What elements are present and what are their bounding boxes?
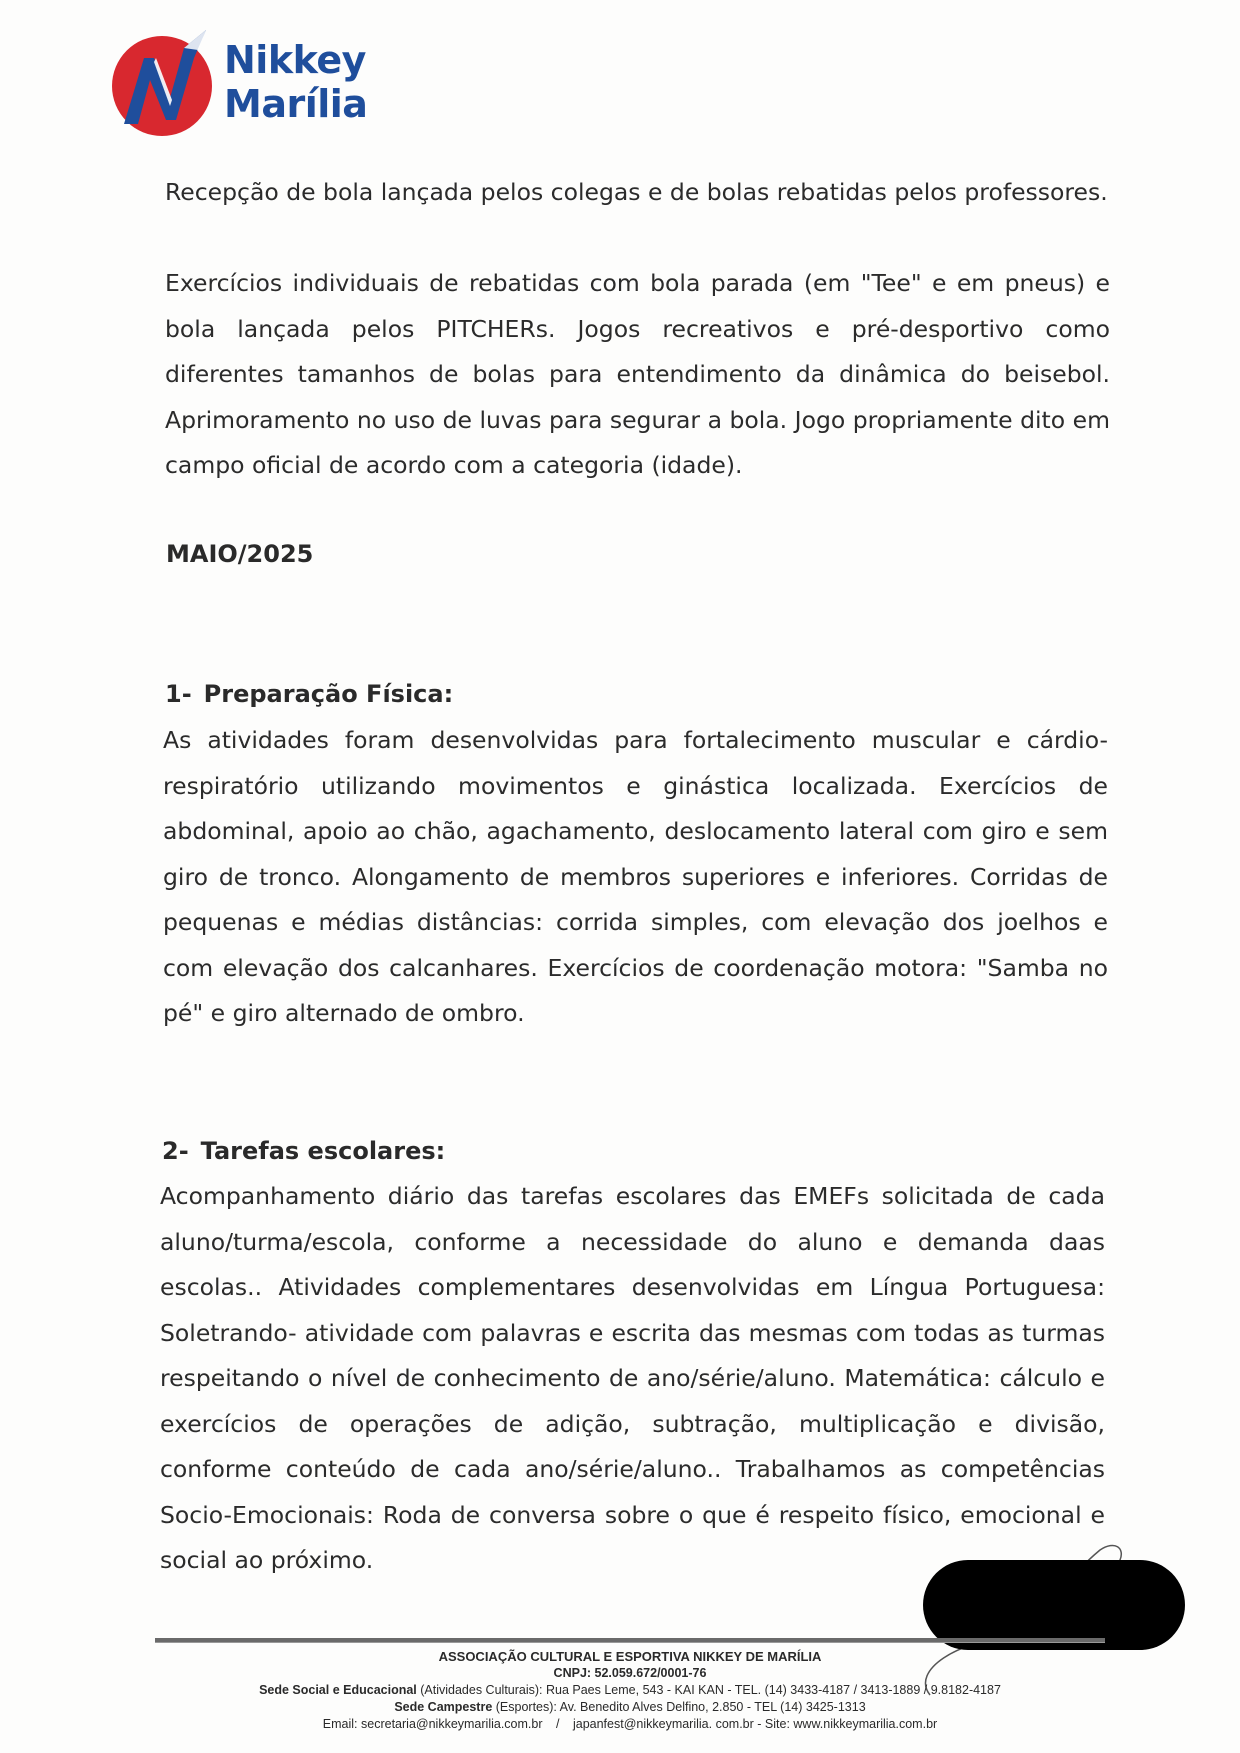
footer-organization: ASSOCIAÇÃO CULTURAL E ESPORTIVA NIKKEY DE MARÍLIA (438, 1649, 822, 1664)
month-heading: MAIO/2025 (166, 540, 314, 568)
footer-campestre-text: (Esportes): Av. Benedito Alves Delfino, 2.850 - TEL (14) 3425-1313 (495, 1700, 866, 1714)
footer-email-2[interactable]: japanfest@nikkeymarilia. com.br (572, 1717, 754, 1731)
section-1-body: As atividades foram desenvolvidas para fortalecimento muscular e cárdio-respiratório utilizando movimentos e ginástica localizada. Exercícios de abdominal, apoio ao chão, agachamento, deslocamento lateral com giro e sem giro de tronco. Alongamento de membros superiores e inferiores. Corridas de pequenas e médias distâncias: corrida simples, com elevação dos joelhos e com elevação dos calcanhares. Exercícios de coordenação motora: "Samba no pé" e giro alternado de ombro. (163, 726, 1108, 1027)
footer (150, 1648, 1110, 1733)
section-1-number: 1- (165, 680, 192, 708)
footer-site-link[interactable]: www.nikkeymarilia.com.br (793, 1717, 938, 1731)
footer-divider (155, 1638, 1105, 1643)
section-1-heading (165, 680, 453, 708)
footer-site-label: - Site: (757, 1717, 790, 1731)
footer-campestre-label: Sede Campestre (394, 1700, 493, 1714)
footer-social-address (150, 1682, 1110, 1699)
intro-paragraph-1: Recepção de bola lançada pelos colegas e de bolas rebatidas pelos professores. (165, 178, 1108, 206)
footer-social-text: (Atividades Culturais): Rua Paes Leme, 543 - KAI KAN - TEL. (14) 3433-4187 / 3413-1889 / 9.8182-4187 (420, 1683, 1001, 1697)
footer-contact (150, 1716, 1110, 1733)
footer-email-label: Email: (322, 1717, 358, 1731)
footer-cnpj: CNPJ: 52.059.672/0001-76 (553, 1666, 707, 1680)
footer-email-1[interactable]: secretaria@nikkeymarilia.com.br (361, 1717, 543, 1731)
logo-mark-icon (110, 28, 220, 138)
intro-paragraph-2: Exercícios individuais de rebatidas com bola parada (em "Tee" e em pneus) e bola lançada pelos PITCHERs. Jogos recreativos e pré-desportivo como diferentes tamanhos de bolas para entendimento da dinâmica do beisebol. Aprimoramento no uso de luvas para segurar a bola. Jogo propriamente dito em campo oficial de acordo com a categoria (idade). (165, 269, 1110, 479)
logo-line-1: Nikkey (224, 38, 366, 82)
section-1-title: Preparação Física: (203, 680, 454, 708)
section-2-title: Tarefas escolares: (200, 1137, 446, 1165)
footer-social-label: Sede Social e Educacional (259, 1683, 417, 1697)
footer-email-divider: / (556, 1717, 560, 1731)
logo-line-2: Marília (224, 82, 368, 126)
redaction-block (923, 1560, 1185, 1650)
section-2-heading (162, 1137, 445, 1165)
footer-campestre-address (150, 1699, 1110, 1716)
nikkey-marilia-logo (110, 28, 430, 138)
section-2-number: 2- (162, 1137, 189, 1165)
section-2-body: Acompanhamento diário das tarefas escolares das EMEFs solicitada de cada aluno/turma/escola, conforme a necessidade do aluno e demanda daas escolas.. Atividades complementares desenvolvidas em Língua Portuguesa: Soletrando- atividade com palavras e escrita das mesmas com todas as turmas respeitando o nível de conhecimento de ano/série/aluno. Matemática: cálculo e exercícios de operações de adição, subtração, multiplicação e divisão, conforme conteúdo de cada ano/série/aluno.. Trabalhamos as competências Socio-Emocionais: Roda de conversa sobre o que é respeito físico, emocional e social ao próximo. (160, 1182, 1105, 1574)
logo-wordmark (224, 38, 367, 126)
